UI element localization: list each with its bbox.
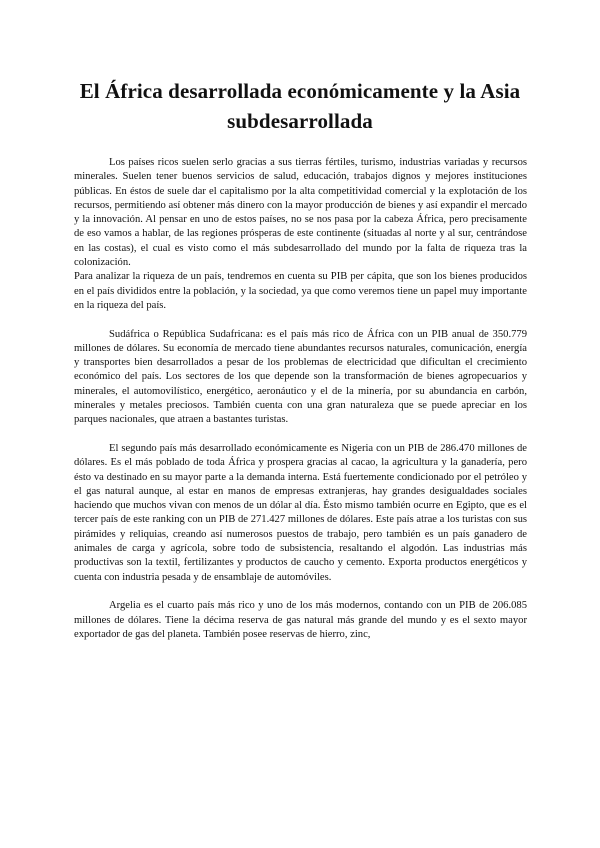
document-title: El África desarrollada económicamente y la Asia subdesarrollada bbox=[79, 79, 521, 133]
paragraph-south-africa: Sudáfrica o República Sudafricana: es el país más rico de África con un PIB anual de 350.779 millones de dólares. Su economía de mercado tiene abundantes recursos naturales, comunicación, energía y transportes bien desarrollados a pesar de los problemas de electricidad que dificultan el crecimiento económico del país. Los sectores de los que depende son la transformación de bienes agropecuarios y minerales, el automovilístico, energético, aeronáutico y el de la minería, por su abundancia en carbón, minerales y metales preciosos. También cuenta con una gran naturaleza que se puede apreciar en los parques nacionales, que atraen a bastantes turistas. bbox=[74, 328, 527, 426]
paragraph-algeria: Argelia es el cuarto país más rico y uno de los más modernos, contando con un PIB de 206.085 millones de dólares. Tiene la décima reserva de gas natural más grande del mundo y es el sexto mayor exportador de gas del planeta. También posee reservas de hierro, zinc, bbox=[74, 600, 527, 640]
paragraph-intro: Los países ricos suelen serlo gracias a sus tierras fértiles, turismo, industrias variadas y recursos minerales. Suelen tener buenos servicios de salud, educación, trabajos dignos y mejores instituciones públicas. En éstos de suele dar el capitalismo por la alta competitividad comercial y la explotación de los recursos, permitiendo así obtener más dinero con la mayor producción de bienes y así expandir el mercado y la innovación. Al pensar en uno de estos países, no se nos pasa por la cabeza África, pero precisamente de eso vamos a hablar, de las regiones prósperas de este continente (situadas al norte y al sur, centrándose en las costas), el cual es visto como el más subdesarrollado del mundo por la falta de riqueza tras la colonización. bbox=[74, 157, 527, 269]
document-body bbox=[74, 156, 527, 642]
paragraph-analysis: Para analizar la riqueza de un país, tendremos en cuenta su PIB per cápita, que son los bienes producidos en el país divididos entre la población, y la sociedad, ya que como veremos tiene un papel muy importante en la riqueza del país. bbox=[74, 271, 527, 311]
paragraph-nigeria-egypt: El segundo país más desarrollado económicamente es Nigeria con un PIB de 286.470 millones de dólares. Es el más poblado de toda África y prospera gracias al cacao, la agricultura y la ganadería, pero ésto va destinado en su mayor parte a la demanda interna. Está fuertemente condicionado por el petróleo y el gas natural aunque, al estar en manos de empresas extranjeras, hay grandes desigualdades sociales haciendo que muchos vivan con menos de un dólar al día. Ésto mismo también ocurre en Egipto, que es el tercer país de este ranking con un PIB de 271.427 millones de dólares. Este país atrae a los turistas con sus pirámides y reliquias, creando así numerosos puestos de trabajo, pero también es un país ganadero de animales de carga y agrícola, sobre todo de subsistencia, resaltando el algodón. Las industrias más productivas son la textil, fertilizantes y productos de caucho y cemento. Exporta productos energéticos y cuenta con industria pesada y de ensamblaje de automóviles. bbox=[74, 442, 527, 583]
